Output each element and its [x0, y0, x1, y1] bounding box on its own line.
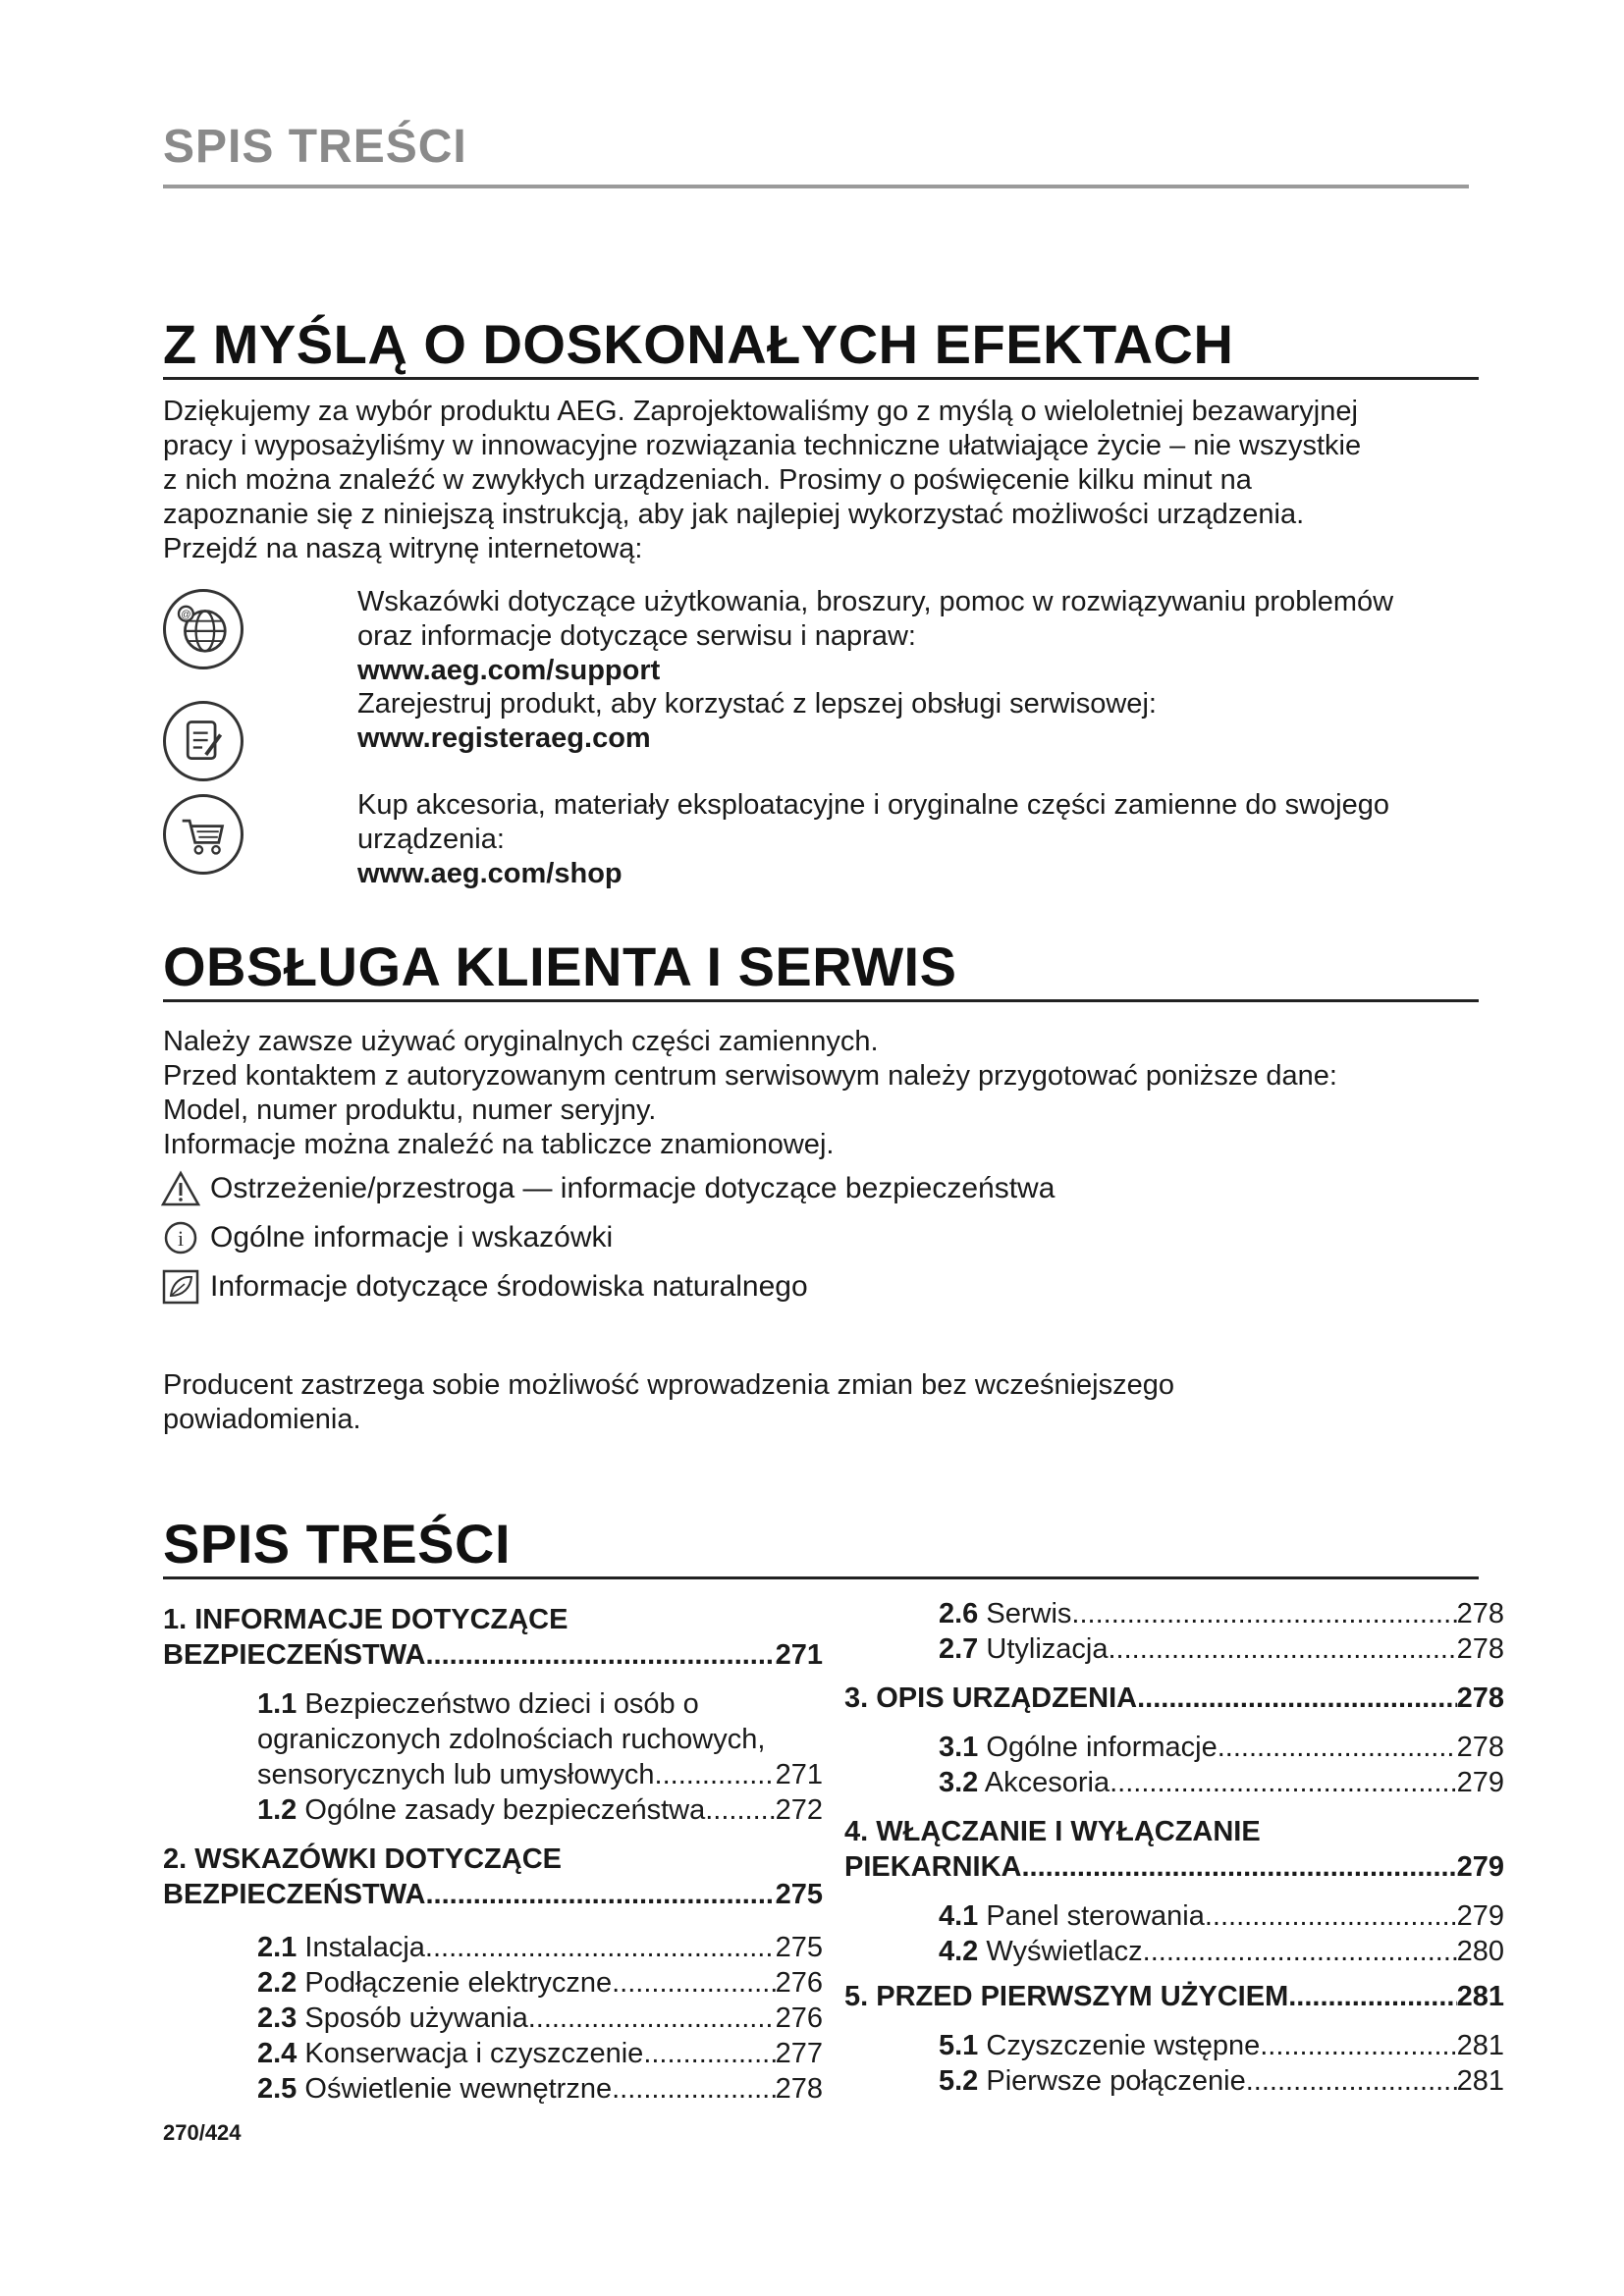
toc-entry-4-1[interactable]: 4.1 Panel sterowania ..... 279	[844, 1898, 1504, 1934]
toc-entry-3-2[interactable]: 3.2 Akcesoria ..... 279	[844, 1765, 1504, 1800]
cart-icon	[163, 794, 244, 875]
toc-entry-number: 1.1	[257, 1688, 298, 1720]
toc-left-column	[163, 1602, 823, 2107]
shop-link-row	[163, 788, 1498, 896]
service-divider	[163, 999, 1479, 1002]
intro-divider	[163, 377, 1479, 380]
service-paragraph	[163, 1025, 1498, 1162]
intro-heading: Z MYŚLĄ O DOSKONAŁYCH EFEKTACH	[163, 313, 1234, 375]
service-line: Przed kontaktem z autoryzowanym centrum serwisowym należy przygotować poniższe dane:	[163, 1060, 1337, 1092]
toc-entry-2-1[interactable]: 2.1 Instalacja ..... 275	[163, 1930, 823, 1965]
toc-entry-2-4[interactable]: 2.4 Konserwacja i czyszczenie ..... 277	[163, 2036, 823, 2071]
info-icon	[161, 1219, 200, 1256]
leaf-icon	[161, 1268, 200, 1306]
support-desc-2: oraz informacje dotyczące serwisu i napraw:	[357, 620, 916, 652]
svg-text:i: i	[177, 1226, 185, 1251]
toc-entry-label: 4. WŁĄCZANIE I WYŁĄCZANIE	[844, 1816, 1261, 1847]
toc-page-number: 272	[775, 1794, 823, 1826]
legend-warning	[161, 1170, 1055, 1207]
toc-entry-4[interactable]	[844, 1814, 1504, 1885]
page-header-title: SPIS TREŚCI	[163, 121, 467, 173]
toc-right-column	[844, 1596, 1504, 2099]
notice-line: Producent zastrzega sobie możliwość wprowadzenia zmian bez wcześniejszego	[163, 1369, 1174, 1401]
intro-line: zapoznanie się z niniejszą instrukcją, aby jak najlepiej wykorzystać możliwości urządzenia.	[163, 499, 1305, 530]
toc-page-number: 279	[1456, 1851, 1504, 1883]
toc-entry-1[interactable]	[163, 1602, 823, 1673]
register-desc: Zarejestruj produkt, aby korzystać z lepszej obsługi serwisowej:	[357, 688, 1157, 720]
toc-entry-2-5[interactable]: 2.5 Oświetlenie wewnętrzne ..... 278	[163, 2071, 823, 2107]
shop-desc-2: urządzenia:	[357, 824, 505, 855]
toc-group-3-subs	[844, 1730, 1504, 1800]
toc-page-number: 278	[1456, 1682, 1504, 1714]
intro-line: pracy i wyposażyliśmy w innowacyjne rozwiązania techniczne ułatwiające życie – nie wszystkie	[163, 430, 1362, 461]
toc-entry-label: BEZPIECZEŃSTWA	[163, 1879, 426, 1910]
toc-entry-2-3[interactable]: 2.3 Sposób używania ..... 276	[163, 2001, 823, 2036]
shop-link-text	[357, 788, 1496, 891]
service-heading: OBSŁUGA KLIENTA I SERWIS	[163, 935, 957, 997]
register-link-row	[163, 687, 1498, 785]
intro-paragraph	[163, 395, 1498, 566]
notice-paragraph	[163, 1368, 1498, 1437]
toc-entry-4-2[interactable]: 4.2 Wyświetlacz ..... 280	[844, 1934, 1504, 1969]
toc-entry-label: sensorycznych lub umysłowych	[257, 1759, 655, 1790]
intro-line: Dziękujemy za wybór produktu AEG. Zaprojektowaliśmy go z myślą o wieloletniej bezawaryjnej	[163, 396, 1358, 427]
support-desc-1: Wskazówki dotyczące użytkowania, broszury, pomoc w rozwiązywaniu problemów	[357, 586, 1394, 617]
notice-line: powiadomienia.	[163, 1404, 361, 1435]
toc-group-2-subs	[163, 1930, 823, 2107]
toc-entry-label: Bezpieczeństwo dzieci i osób o	[297, 1688, 699, 1720]
toc-entry-label: 1. INFORMACJE DOTYCZĄCE	[163, 1604, 568, 1635]
toc-heading: SPIS TREŚCI	[163, 1513, 512, 1575]
globe-icon	[163, 589, 244, 669]
toc-group-5-subs	[844, 2028, 1504, 2099]
toc-entry-2-6[interactable]: 2.6 Serwis ..... 278	[844, 1596, 1504, 1631]
toc-page-number: 271	[775, 1759, 823, 1790]
register-icon	[163, 701, 244, 781]
intro-line: z nich można znaleźć w zwykłych urządzeniach. Prosimy o poświęcenie kilku minut na	[163, 464, 1252, 496]
support-link-text	[357, 585, 1496, 688]
toc-entry-3-1[interactable]: 3.1 Ogólne informacje ..... 278	[844, 1730, 1504, 1765]
toc-entry-label: BEZPIECZEŃSTWA	[163, 1639, 426, 1671]
toc-entry-2[interactable]	[163, 1842, 823, 1912]
toc-entry-label: PIEKARNIKA	[844, 1851, 1022, 1883]
toc-entry-label: 2. WSKAZÓWKI DOTYCZĄCE	[163, 1843, 562, 1875]
toc-entry-label: ograniczonych zdolnościach ruchowych,	[257, 1724, 766, 1755]
toc-divider	[163, 1576, 1479, 1579]
toc-entry-1-2[interactable]	[163, 1792, 823, 1828]
header-divider	[163, 185, 1469, 188]
shop-url-link[interactable]: www.aeg.com/shop	[357, 858, 623, 889]
toc-entry-label: 3. OPIS URZĄDZENIA	[844, 1682, 1138, 1714]
legend-info-text: Ogólne informacje i wskazówki	[210, 1221, 614, 1254]
warning-icon	[161, 1170, 200, 1207]
toc-entry-2-7[interactable]: 2.7 Utylizacja ..... 278	[844, 1631, 1504, 1667]
legend-info	[161, 1219, 613, 1256]
toc-entry-label: 5. PRZED PIERWSZYM UŻYCIEM	[844, 1981, 1289, 2012]
toc-group-4-subs	[844, 1898, 1504, 1969]
toc-page-number: 271	[775, 1639, 823, 1671]
support-url-link[interactable]: www.aeg.com/support	[357, 655, 661, 686]
toc-entry-5-1[interactable]: 5.1 Czyszczenie wstępne ..... 281	[844, 2028, 1504, 2063]
toc-entry-label: Ogólne zasady bezpieczeństwa	[297, 1794, 706, 1826]
toc-entry-1-1[interactable]	[163, 1686, 823, 1792]
service-line: Informacje można znaleźć na tabliczce znamionowej.	[163, 1129, 835, 1160]
support-link-row	[163, 585, 1498, 693]
toc-entry-5-2[interactable]: 5.2 Pierwsze połączenie ..... 281	[844, 2063, 1504, 2099]
legend-warning-text: Ostrzeżenie/przestroga — informacje dotyczące bezpieczeństwa	[210, 1172, 1056, 1204]
toc-entry-number: 1.2	[257, 1794, 298, 1826]
intro-line: Przejdź na naszą witrynę internetową:	[163, 533, 643, 564]
toc-entry-2-2[interactable]: 2.2 Podłączenie elektryczne ..... 276	[163, 1965, 823, 2001]
shop-desc-1: Kup akcesoria, materiały eksploatacyjne i oryginalne części zamienne do swojego	[357, 789, 1389, 821]
legend-environment-text: Informacje dotyczące środowiska naturalnego	[210, 1270, 808, 1303]
legend-environment	[161, 1268, 808, 1306]
register-url-link[interactable]: www.registeraeg.com	[357, 722, 651, 754]
svg-text:@: @	[181, 609, 191, 620]
toc-page-number: 281	[1456, 1981, 1504, 2012]
page-number: 270/424	[163, 2120, 242, 2145]
service-line: Należy zawsze używać oryginalnych części zamiennych.	[163, 1026, 879, 1057]
register-link-text	[357, 687, 1496, 756]
toc-entry-3[interactable]	[844, 1681, 1504, 1716]
service-line: Model, numer produktu, numer seryjny.	[163, 1095, 657, 1126]
toc-entry-5[interactable]	[844, 1979, 1504, 2014]
toc-page-number: 275	[775, 1879, 823, 1910]
